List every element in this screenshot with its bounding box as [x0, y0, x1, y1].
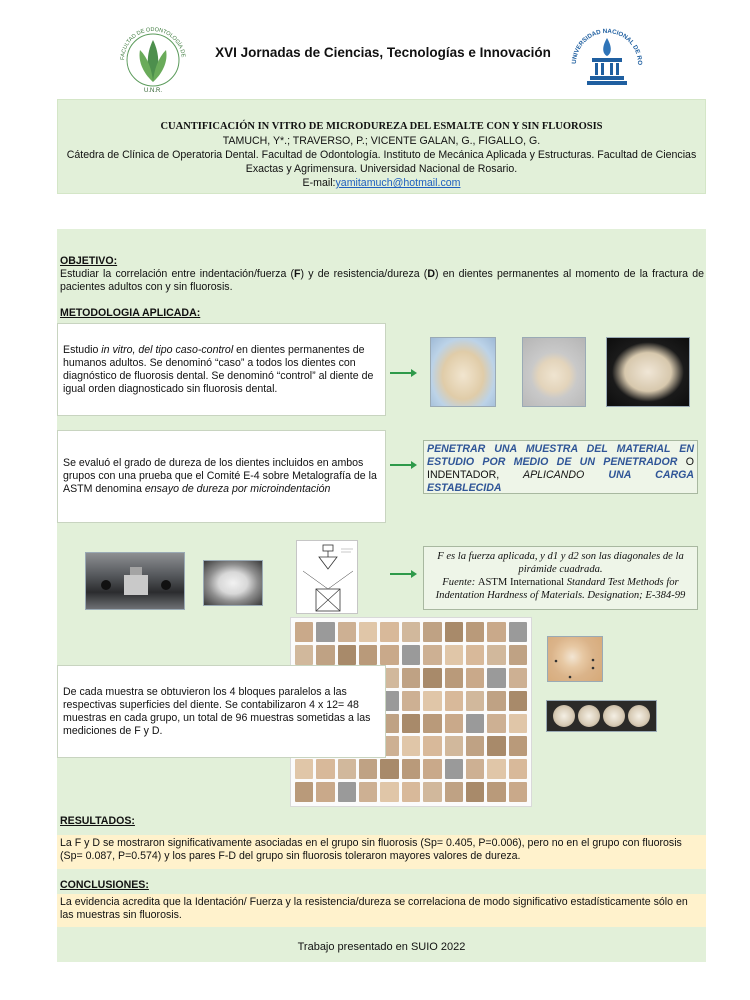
box1-text-c: en dientes permanentes de humanos adultos. Se denominó “caso” a todos los dientes con diagnóstico de fluorosis dental. Se denominó “control” al diente de igual orden diagnosticado sin fluorosis dental. [63, 343, 374, 395]
sample-cell [487, 759, 505, 779]
sample-cell [487, 736, 505, 756]
event-title: XVI Jornadas de Ciencias, Tecnologías e Innovación [215, 45, 551, 60]
sample-disc [628, 705, 650, 727]
objetivo-text-1: Estudiar la correlación entre indentación/fuerza ( [60, 268, 295, 280]
objetivo-f: F [294, 268, 301, 280]
sample-cell [423, 736, 441, 756]
formula-text-2: Fuente: [442, 577, 478, 588]
sample-cell [466, 782, 484, 802]
authors: TAMUCH, Y*.; TRAVERSO, P.; VICENTE GALAN, G., FIGALLO, G. [222, 135, 541, 147]
sample-cell [487, 645, 505, 665]
paper-title: CUANTIFICACIÓN IN VITRO DE MICRODUREZA DEL ESMALTE CON Y SIN FLUOROSIS [160, 121, 603, 132]
box1-text-a: Estudio [63, 343, 102, 356]
sample-cell [338, 782, 356, 802]
microhardness-tester-photo [85, 552, 185, 610]
penetrar-text-a: PENETRAR UNA MUESTRA DEL MATERIAL EN ESTUDIO POR MEDIO DE UN PENETRADOR [427, 443, 694, 468]
sample-cell [423, 691, 441, 711]
tooth-photo-control [522, 337, 586, 407]
sample-cell [380, 782, 398, 802]
sample-cell [316, 759, 334, 779]
sample-cell [466, 668, 484, 688]
conclusiones-heading: CONCLUSIONES: [60, 879, 149, 891]
odontologia-logo [112, 20, 194, 94]
sample-cell [295, 622, 313, 642]
formula-definition-box [423, 546, 698, 610]
metodologia-heading: METODOLOGIA APLICADA: [60, 307, 201, 319]
box2-text-a: Se evaluó el grado de dureza de los dientes incluidos en ambos grupos con una prueba que el Comité E-4 sobre Metalografía de la ASTM denomina [63, 457, 377, 495]
sample-cell [423, 668, 441, 688]
objetivo-text [60, 268, 704, 294]
sample-cell [359, 759, 377, 779]
sample-disc [603, 705, 625, 727]
logo-left-sub: U.N.R. [144, 88, 162, 94]
sample-cell [380, 645, 398, 665]
affiliation: Cátedra de Clínica de Operatoria Dental. Facultad de Odontología. Instituto de Mecánica Aplicada y Estructuras. Facultad de Ciencias Exactas y Agrimensura. Universidad Nacional de Rosario. [66, 149, 697, 175]
study-description-box [57, 323, 386, 416]
sample-cell [509, 645, 527, 665]
sample-cell [509, 782, 527, 802]
sample-cell [316, 782, 334, 802]
sample-disc [578, 705, 600, 727]
tooth-photo-crown [606, 337, 690, 407]
resin-sample-photo [203, 560, 263, 606]
sample-cell [359, 622, 377, 642]
tooth-photo-fluorosis [430, 337, 496, 407]
sample-cell [509, 714, 527, 734]
sample-cell [466, 622, 484, 642]
sample-cell [423, 714, 441, 734]
resultados-heading: RESULTADOS: [60, 815, 135, 827]
sample-cell [338, 622, 356, 642]
sample-cell [509, 668, 527, 688]
penetrar-text-b: O [677, 456, 694, 468]
sample-cell [402, 668, 420, 688]
box1-text-b: in vitro, del tipo caso-control [101, 343, 234, 356]
penetrar-text-c: INDENTADOR, [427, 469, 500, 481]
resultados-box [57, 835, 706, 869]
sample-cell [466, 691, 484, 711]
sample-cell [402, 622, 420, 642]
conclusiones-text: La evidencia acredita que la Identación/ Fuerza y la resistencia/dureza se correlaciona de modo significativo estadísticamente sólo en las muestras sin fluorosis. [60, 896, 688, 921]
sample-cell [402, 691, 420, 711]
formula-text-3: ASTM International [477, 577, 567, 588]
sample-cell [402, 736, 420, 756]
sample-cell [509, 759, 527, 779]
samples-description-box [57, 665, 386, 758]
sample-cell [295, 759, 313, 779]
box2-text-b: ensayo de dureza por microindentación [144, 483, 331, 495]
sample-disc [553, 705, 575, 727]
sample-cell [338, 645, 356, 665]
sample-cell [445, 622, 463, 642]
sample-cell [402, 645, 420, 665]
sample-discs-photo [546, 700, 657, 732]
sample-cell [380, 622, 398, 642]
email-line [58, 176, 705, 190]
sample-cell [466, 645, 484, 665]
objetivo-heading: OBJETIVO: [60, 255, 118, 267]
sample-cell [445, 759, 463, 779]
sample-cell [466, 759, 484, 779]
title-block [57, 99, 706, 194]
sample-cell [445, 782, 463, 802]
resultados-text: La F y D se mostraron significativamente asociadas en el grupo sin fluorosis (Sp= 0.405, P=0.006), pero no en el grupo con fluorosis (Sp= 0.087, P=0.574) y los pares F-D del grupo sin fluorosis toleraron mayores valores de dureza. [60, 837, 682, 862]
vickers-indenter-diagram [296, 540, 358, 614]
sample-cell [402, 714, 420, 734]
arrow-right-icon [390, 573, 412, 575]
objetivo-d: D [427, 268, 435, 280]
footer-text: Trabajo presentado en SUIO 2022 [297, 941, 466, 953]
sample-cell [509, 736, 527, 756]
indentation-sample-photo [547, 636, 603, 682]
box3-text: De cada muestra se obtuvieron los 4 bloques paralelos a las respectivas superficies del diente. Se contabilizaron 4 x 12= 48 muestras en cada grupo, un total de 96 muestras sometidas a las mediciones de F y D. [63, 685, 371, 737]
sample-cell [359, 782, 377, 802]
penetrar-text-e: UNA CARGA ESTABLECIDA [427, 469, 695, 494]
conclusiones-box [57, 894, 706, 927]
email-label: E-mail: [302, 177, 336, 189]
sample-cell [402, 759, 420, 779]
unr-logo [568, 20, 646, 94]
sample-cell [445, 668, 463, 688]
sample-cell [295, 782, 313, 802]
sample-cell [423, 782, 441, 802]
sample-cell [402, 782, 420, 802]
penetrar-definition-box [423, 440, 698, 494]
logo-left-arc-text: FACULTAD DE ODONTOLOGÍA DE [119, 26, 186, 61]
sample-cell [445, 736, 463, 756]
formula-text-4: Standard Test Methods for Indentation Hardness of Materials. Designation; E-384-99 [435, 577, 686, 601]
sample-cell [359, 645, 377, 665]
sample-cell [487, 622, 505, 642]
sample-cell [423, 759, 441, 779]
formula-text-1: F es la fuerza aplicada, y d1 y d2 son las diagonales de la pirámide cuadrada. [437, 551, 684, 575]
arrow-right-icon [390, 372, 412, 374]
sample-cell [295, 645, 313, 665]
sample-cell [487, 668, 505, 688]
objetivo-text-2: ) y de resistencia/dureza ( [300, 268, 428, 280]
sample-cell [445, 645, 463, 665]
sample-cell [445, 714, 463, 734]
sample-cell [466, 736, 484, 756]
logo-right-arc-text: UNIVERSIDAD NACIONAL DE RO [570, 27, 644, 66]
sample-cell [509, 622, 527, 642]
penetrar-text-d: APLICANDO [499, 469, 609, 481]
sample-cell [316, 622, 334, 642]
sample-cell [509, 691, 527, 711]
sample-cell [380, 759, 398, 779]
sample-cell [487, 714, 505, 734]
hardness-test-box [57, 430, 386, 523]
sample-cell [466, 714, 484, 734]
sample-cell [445, 691, 463, 711]
sample-cell [423, 622, 441, 642]
arrow-right-icon [390, 464, 412, 466]
sample-cell [316, 645, 334, 665]
email-link[interactable]: yamitamuch@hotmail.com [335, 177, 461, 189]
sample-cell [487, 691, 505, 711]
sample-cell [487, 782, 505, 802]
sample-cell [338, 759, 356, 779]
sample-cell [423, 645, 441, 665]
objetivo-text-3: ) en dientes permanentes al momento de la fractura de pacientes adultos con y sin fluorosis. [60, 268, 704, 293]
